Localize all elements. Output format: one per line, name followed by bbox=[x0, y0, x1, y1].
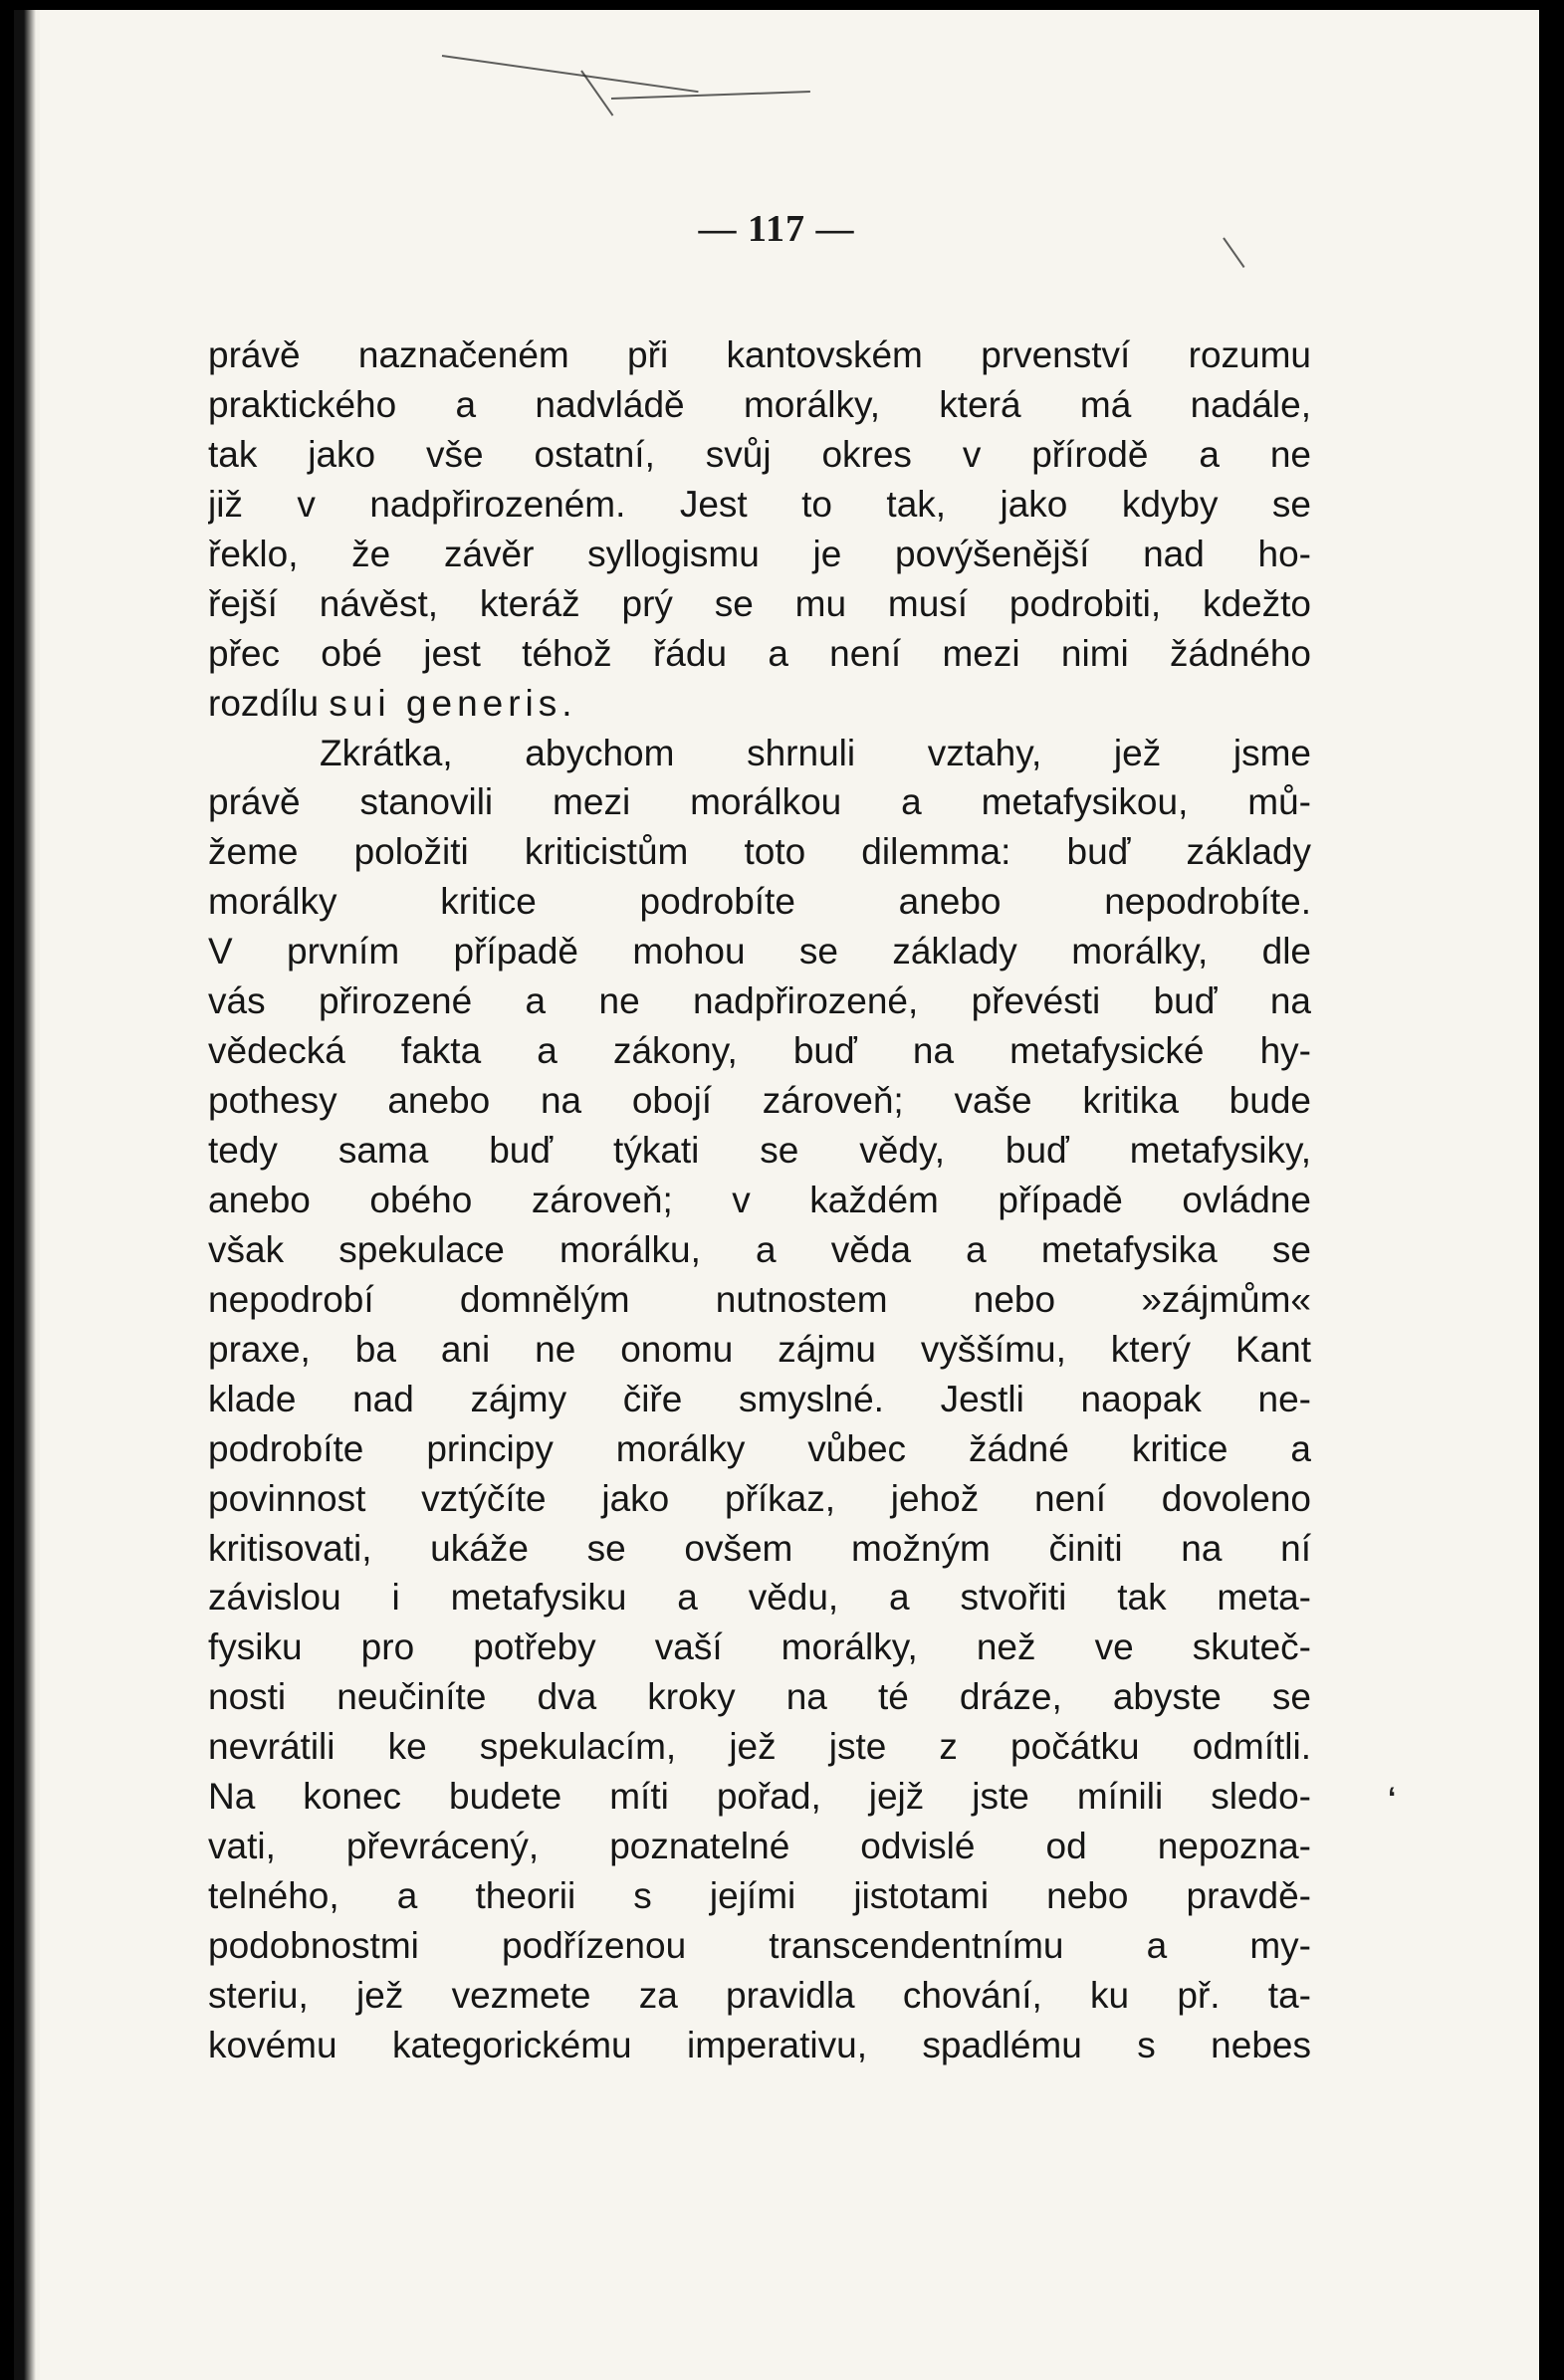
text-line: nevrátili ke spekulacím, jež jste z počátku odmítli. bbox=[208, 1726, 1311, 1768]
text-line: tedy sama buď týkati se vědy, buď metafysiky, bbox=[208, 1130, 1311, 1171]
page-number: — 117 — bbox=[698, 208, 855, 250]
text-line: žeme položiti kriticistům toto dilemma: buď základy bbox=[208, 831, 1311, 873]
text-line-paragraph-start: Zkrátka, abychom shrnuli vztahy, jež jsme bbox=[320, 732, 1311, 773]
text-line: anebo obého zároveň; v každém případě ovládne bbox=[208, 1179, 1311, 1220]
text-line: morálky kritice podrobíte anebo nepodrobíte. bbox=[208, 881, 1311, 923]
text-line: již v nadpřirozeném. Jest to tak, jako kdyby se bbox=[208, 483, 1311, 525]
text-line: vati, převrácený, poznatelné odvislé od nepozna- bbox=[208, 1826, 1311, 1867]
text-line: nosti neučiníte dva kroky na té dráze, abyste se bbox=[208, 1676, 1311, 1718]
text-line: vědecká fakta a zákony, buď na metafysické hy- bbox=[208, 1030, 1311, 1072]
text-line: klade nad zájmy čiře smyslné. Jestli naopak ne- bbox=[208, 1378, 1311, 1419]
text-line: právě stanovili mezi morálkou a metafysikou, mů- bbox=[208, 781, 1311, 823]
text-line: praktického a nadvládě morálky, která má nadále, bbox=[208, 383, 1311, 425]
emphasized-phrase: sui generis. bbox=[329, 682, 577, 724]
text-line: podrobíte principy morálky vůbec žádné kritice a bbox=[208, 1427, 1311, 1469]
text-line: V prvním případě mohou se základy morálky, dle bbox=[208, 931, 1311, 973]
page-binding-edge bbox=[14, 10, 40, 2380]
text-line: povinnost vztýčíte jako příkaz, jehož není dovoleno bbox=[208, 1477, 1311, 1519]
text-line: nepodrobí domnělým nutnostem nebo »zájmům« bbox=[208, 1278, 1311, 1320]
text-line: telného, a theorii s jejími jistotami nebo pravdě- bbox=[208, 1875, 1311, 1917]
text-line: pothesy anebo na obojí zároveň; vaše kritika bude bbox=[208, 1080, 1311, 1122]
text-line: přec obé jest téhož řádu a není mezi nimi žádného bbox=[208, 632, 1311, 674]
ink-scratch bbox=[611, 91, 810, 100]
text-line: řejší návěst, kteráž prý se mu musí podrobiti, kdežto bbox=[208, 582, 1311, 624]
text-line: řeklo, že závěr syllogismu je povýšenější nad ho- bbox=[208, 533, 1311, 574]
ink-dot: ʻ bbox=[1388, 1782, 1397, 1815]
text-line: kritisovati, ukáže se ovšem možným činiti na ní bbox=[208, 1527, 1311, 1569]
text-line: kovému kategorickému imperativu, spadlému s nebes bbox=[208, 2024, 1311, 2065]
text-line: však spekulace morálku, a věda a metafysika se bbox=[208, 1228, 1311, 1270]
text-fragment: rozdílu bbox=[208, 682, 320, 724]
text-line: Na konec budete míti pořad, jejž jste mínili sledo- bbox=[208, 1776, 1311, 1818]
text-line: tak jako vše ostatní, svůj okres v přírodě a ne bbox=[208, 433, 1311, 475]
body-text bbox=[208, 330, 1311, 2070]
text-line: právě naznačeném při kantovském prvenství rozumu bbox=[208, 334, 1311, 375]
book-page bbox=[14, 10, 1539, 2380]
text-line: podobnostmi podřízenou transcendentnímu a my- bbox=[208, 1925, 1311, 1966]
text-line: závislou i metafysiku a vědu, a stvořiti tak meta- bbox=[208, 1577, 1311, 1619]
text-line: steriu, jež vezmete za pravidla chování, ku př. ta- bbox=[208, 1974, 1311, 2016]
text-line: vás přirozené a ne nadpřirozené, převésti buď na bbox=[208, 980, 1311, 1022]
ink-scratch bbox=[442, 55, 699, 93]
text-line: praxe, ba ani ne onomu zájmu vyššímu, který Kant bbox=[208, 1328, 1311, 1370]
text-line: fysiku pro potřeby vaší morálky, než ve skuteč- bbox=[208, 1626, 1311, 1668]
text-line-paragraph-end bbox=[208, 679, 1311, 729]
